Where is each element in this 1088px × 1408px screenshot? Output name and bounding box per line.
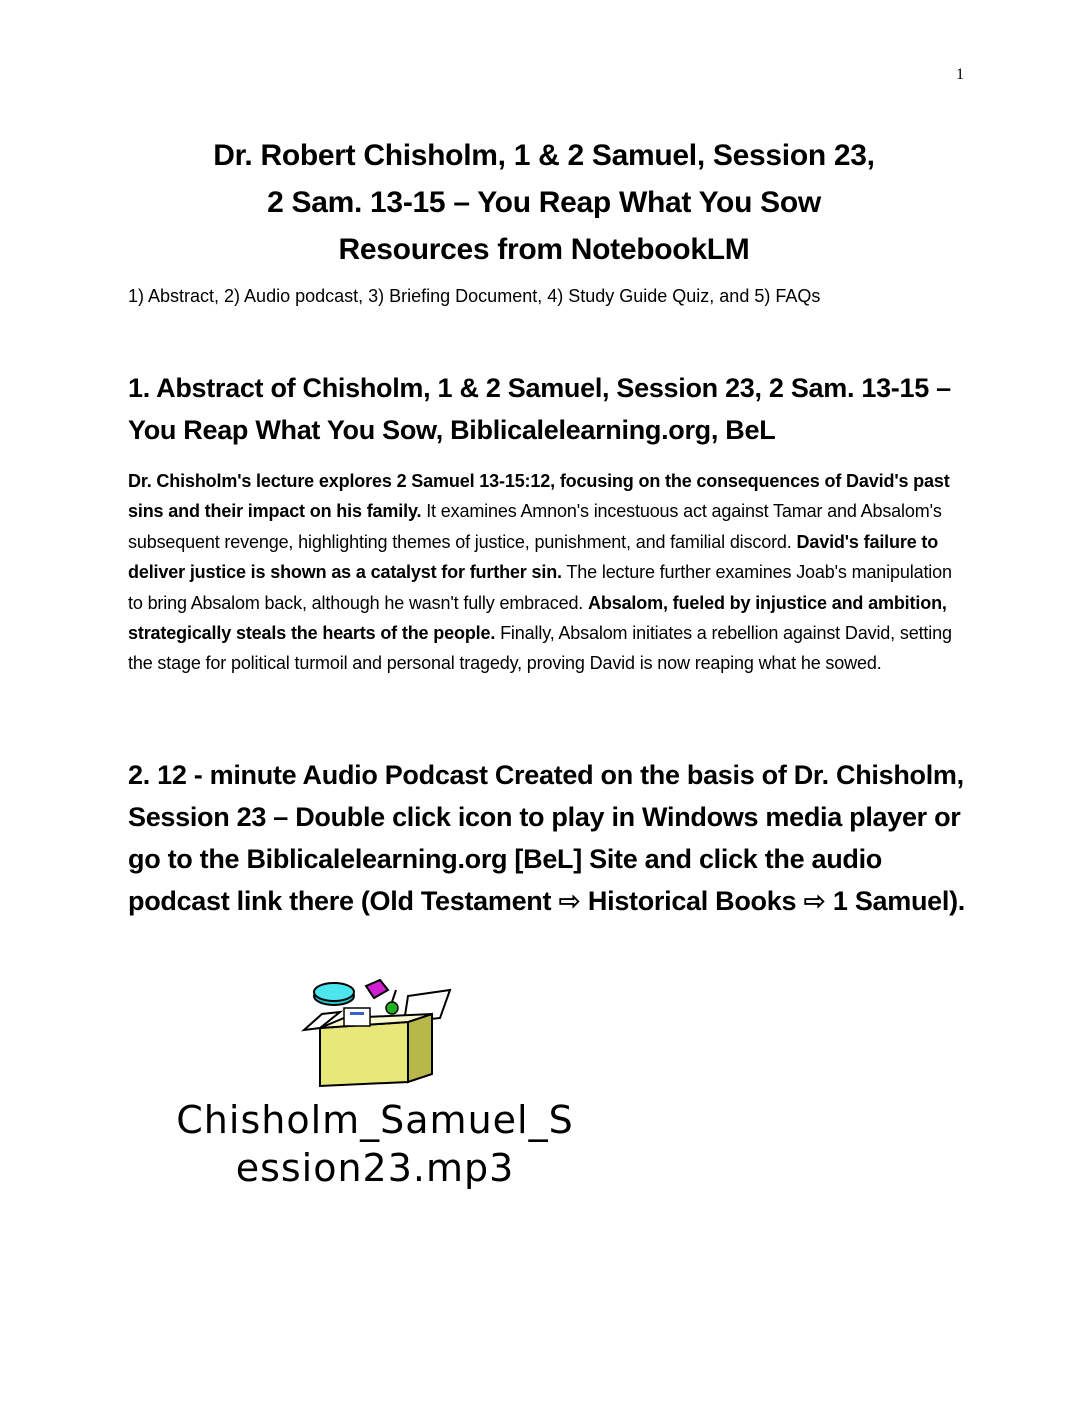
title-line-2: 2 Sam. 13-15 – You Reap What You Sow <box>267 186 821 219</box>
abstract-text-2: The lecture further examines Joab's manipulation to bring Absalom back, although he wasn't fully embraced. <box>128 562 952 613</box>
right-arrow-icon: ⇨ <box>803 886 826 916</box>
abstract-paragraph <box>128 466 968 679</box>
podcast-heading-text-1: 2. 12 - minute Audio Podcast Created on the basis of Dr. Chisholm, Session 23 – Double click icon to play in Windows media player or go to the Biblicalelearning.org [BeL] Site and click the audio podcast link there (Old Testament <box>128 760 964 916</box>
title-line-3: Resources from NotebookLM <box>338 233 750 266</box>
page-title <box>100 132 988 273</box>
package-icon[interactable] <box>300 978 455 1088</box>
abstract-heading: 1. Abstract of Chisholm, 1 & 2 Samuel, Session 23, 2 Sam. 13-15 – You Reap What You Sow, Biblicalelearning.org, BeL <box>128 373 951 445</box>
abstract-bold-2: David's failure to deliver justice is shown as a catalyst for further sin. <box>128 531 939 583</box>
filename-line-1: Chisholm_Samuel_S <box>176 1098 574 1142</box>
attachment-filename[interactable] <box>120 1096 630 1192</box>
abstract-bold-1: Dr. Chisholm's lecture explores 2 Samuel 13-15:12, focusing on the consequences of David's past sins and their impact on his family. <box>128 471 950 522</box>
page-number: 1 <box>956 66 964 83</box>
abstract-text-1: It examines Amnon's incestuous act against Tamar and Absalom's subsequent revenge, highlighting themes of justice, punishment, and familial discord. <box>128 501 942 552</box>
resources-list: 1) Abstract, 2) Audio podcast, 3) Briefing Document, 4) Study Guide Quiz, and 5) FAQs <box>128 286 821 306</box>
podcast-heading-text-2: Historical Books <box>580 886 804 916</box>
abstract-bold-3: Absalom, fueled by injustice and ambition, strategically steals the hearts of the people. <box>128 592 947 644</box>
abstract-text-3: Finally, Absalom initiates a rebellion against David, setting the stage for political turmoil and personal tragedy, proving David is now reaping what he sowed. <box>128 623 952 674</box>
right-arrow-icon: ⇨ <box>558 886 581 916</box>
title-line-1: Dr. Robert Chisholm, 1 & 2 Samuel, Session 23, <box>213 139 875 172</box>
podcast-heading <box>128 754 988 922</box>
filename-line-2: ession23.mp3 <box>235 1146 515 1190</box>
podcast-heading-text-3: 1 Samuel). <box>825 886 965 916</box>
